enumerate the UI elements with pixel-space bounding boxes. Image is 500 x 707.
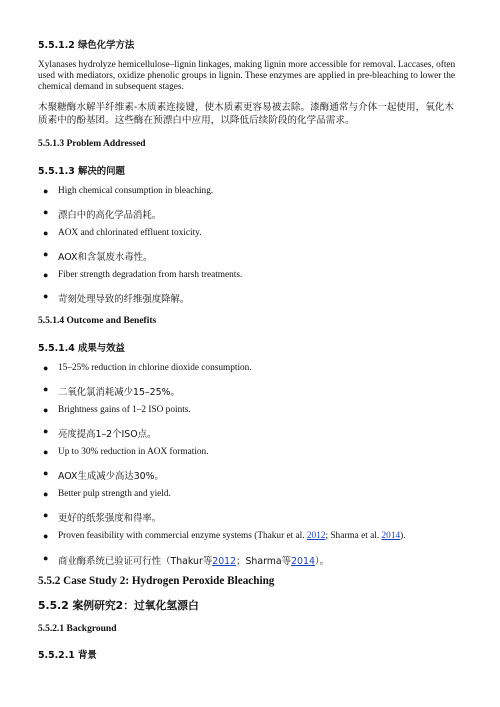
- bullet-icon: ●: [43, 531, 49, 541]
- bullet-icon: ●: [43, 468, 49, 478]
- heading-5513-cn: 5.5.1.3 解决的问题: [38, 166, 125, 177]
- heading-5514-cn: 5.5.1.4 成果与效益: [38, 343, 125, 354]
- heading-5514-en: 5.5.1.4 Outcome and Benefits: [38, 316, 157, 326]
- citation-link-sharma-2014[interactable]: 2014: [381, 531, 401, 541]
- bullet-icon: ●: [43, 489, 49, 499]
- citation-link-sharma-2014-cn[interactable]: 2014: [291, 556, 315, 567]
- heading-552-en: 5.5.2 Case Study 2: Hydrogen Peroxide Bleaching: [38, 575, 275, 587]
- bullet-icon: ●: [43, 405, 49, 415]
- bullet-icon: ●: [43, 510, 49, 520]
- bullet-icon: ●: [43, 291, 49, 301]
- heading-552-cn: 5.5.2 案例研究2：过氧化氢漂白: [38, 599, 199, 612]
- bullet-icon: ●: [43, 249, 49, 259]
- bullet-icon: ●: [43, 426, 49, 436]
- citation-link-thakur-2012-cn[interactable]: 2012: [212, 556, 237, 567]
- heading-5512: 5.5.1.2 绿色化学方法: [38, 40, 135, 51]
- heading-5521-en: 5.5.2.1 Background: [38, 624, 117, 634]
- citation-link-thakur-2012[interactable]: 2012: [306, 531, 326, 541]
- bullet-icon: ●: [43, 447, 49, 457]
- paragraph-chinese: 木聚糖酶水解半纤维素-木质素连接键，使木质素更容易被去除。漆酶通常与介体一起使用，氧化木质素中的酚基团。这些酶在预漂白中应用，以降低后续阶段的化学品需求。: [38, 102, 454, 126]
- bullet-icon: ●: [43, 186, 49, 196]
- bullet-icon: ●: [43, 384, 49, 394]
- paragraph-english: Xylanases hydrolyze hemicellulose–lignin linkages, making lignin more accessible for removal. Laccases, often used with mediators, oxidize phenolic groups in lignin. These enzymes are applied in pre-bleaching to lower the chemical demand in subsequent stages.: [38, 60, 456, 92]
- bullet-icon: ●: [43, 228, 49, 238]
- bullet-icon: ●: [43, 207, 49, 217]
- heading-5513-en: 5.5.1.3 Problem Addressed: [38, 139, 146, 149]
- heading-5521-cn: 5.5.2.1 背景: [38, 650, 97, 661]
- bullet-icon: ●: [43, 553, 49, 563]
- bullet-icon: ●: [43, 270, 49, 280]
- bullet-icon: ●: [43, 363, 49, 373]
